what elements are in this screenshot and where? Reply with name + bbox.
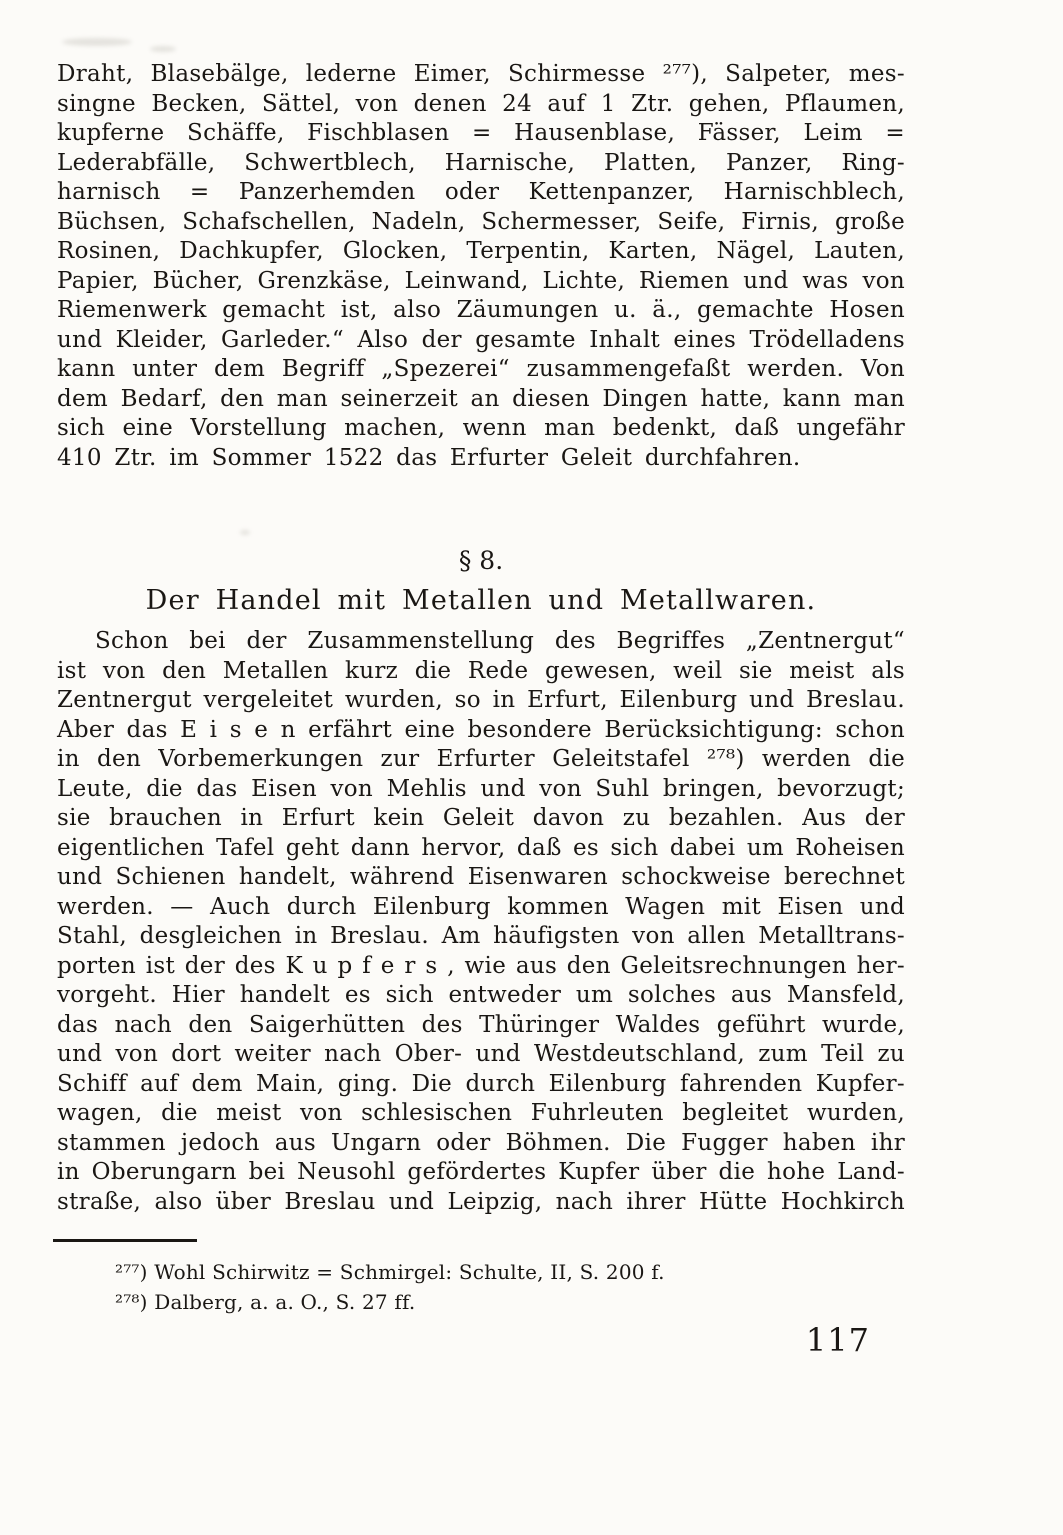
scan-smudge bbox=[62, 38, 132, 46]
text-line: Aber das E i s e n erfährt eine besondere Berücksichtigung: schon bbox=[57, 716, 905, 743]
text-line: in den Vorbemerkungen zur Erfurter Geleitstafel ²⁷⁸) werden die bbox=[57, 746, 905, 772]
text-line: Riemenwerk gemacht ist, also Zäumungen u. ä., gemachte Hosen bbox=[57, 297, 905, 323]
text-line: eigentlichen Tafel geht dann hervor, daß es sich dabei um Roheisen bbox=[57, 834, 905, 861]
text-line: 410 Ztr. im Sommer 1522 das Erfurter Geleit durchfahren. bbox=[57, 444, 801, 471]
text-line: wagen, die meist von schlesischen Fuhrleuten begleitet wurden, bbox=[57, 1100, 905, 1126]
text-line: kupferne Schäffe, Fischblasen = Hausenblase, Fässer, Leim = bbox=[57, 120, 905, 146]
paragraph-continuation bbox=[57, 60, 905, 473]
text-line: Schon bei der Zusammenstellung des Begriffes „Zentnergut“ bbox=[95, 628, 905, 654]
scan-smudge bbox=[150, 46, 176, 52]
text-line: harnisch = Panzerhemden oder Kettenpanzer, Harnischblech, bbox=[57, 179, 905, 205]
text-line: vorgeht. Hier handelt es sich entweder um solches aus Mansfeld, bbox=[57, 982, 905, 1008]
text-line: Büchsen, Schafschellen, Nadeln, Schermesser, Seife, Firnis, große bbox=[57, 208, 905, 235]
footnote: ²⁷⁸) Dalberg, a. a. O., S. 27 ff. bbox=[115, 1290, 416, 1314]
text-line: und von dort weiter nach Ober- und Westdeutschland, zum Teil zu bbox=[57, 1041, 905, 1067]
text-line: stammen jedoch aus Ungarn oder Böhmen. Die Fugger haben ihr bbox=[57, 1129, 905, 1156]
text-line: Draht, Blasebälge, lederne Eimer, Schirmesse ²⁷⁷), Salpeter, mes- bbox=[57, 61, 905, 87]
text-line: werden. — Auch durch Eilenburg kommen Wagen mit Eisen und bbox=[57, 893, 905, 920]
text-line: Rosinen, Dachkupfer, Glocken, Terpentin, Karten, Nägel, Lauten, bbox=[57, 238, 905, 264]
text-line: singne Becken, Sättel, von denen 24 auf 1 Ztr. gehen, Pflaumen, bbox=[57, 90, 905, 117]
text-line: Leute, die das Eisen von Mehlis und von Suhl bringen, bevorzugt; bbox=[57, 775, 905, 802]
text-line: straße, also über Breslau und Leipzig, nach ihrer Hütte Hochkirch bbox=[57, 1188, 905, 1215]
text-line: Lederabfälle, Schwertblech, Harnische, Platten, Panzer, Ring- bbox=[57, 149, 905, 176]
footnote: ²⁷⁷) Wohl Schirwitz = Schmirgel: Schulte, II, S. 200 f. bbox=[115, 1260, 665, 1284]
section-paragraph bbox=[57, 627, 905, 1217]
text-line: sie brauchen in Erfurt kein Geleit davon zu bezahlen. Aus der bbox=[57, 805, 905, 831]
scan-smudge bbox=[240, 530, 250, 535]
text-line: porten ist der des K u p f e r s , wie aus den Geleitsrechnungen her- bbox=[57, 952, 905, 979]
footnotes bbox=[115, 1257, 905, 1317]
text-line: Stahl, desgleichen in Breslau. Am häufigsten von allen Metalltrans- bbox=[57, 923, 905, 949]
text-line: und Kleider, Garleder.“ Also der gesamte Inhalt eines Trödelladens bbox=[57, 326, 905, 353]
text-line: Papier, Bücher, Grenzkäse, Leinwand, Lichte, Riemen und was von bbox=[57, 267, 905, 294]
text-line: und Schienen handelt, während Eisenwaren schockweise berechnet bbox=[57, 864, 905, 890]
text-line: sich eine Vorstellung machen, wenn man bedenkt, daß ungefähr bbox=[57, 415, 905, 441]
text-line: kann unter dem Begriff „Spezerei“ zusammengefaßt werden. Von bbox=[57, 356, 905, 382]
text-line: ist von den Metallen kurz die Rede gewesen, weil sie meist als bbox=[57, 657, 905, 684]
footnote-divider bbox=[53, 1239, 197, 1242]
page-number: 117 bbox=[805, 1321, 870, 1359]
text-line: das nach den Saigerhütten des Thüringer Waldes geführt wurde, bbox=[57, 1011, 905, 1038]
text-line: Schiff auf dem Main, ging. Die durch Eilenburg fahrenden Kupfer- bbox=[57, 1070, 905, 1097]
text-line: dem Bedarf, den man seinerzeit an diesen Dingen hatte, kann man bbox=[57, 385, 905, 412]
text-line: in Oberungarn bei Neusohl gefördertes Kupfer über die hohe Land- bbox=[57, 1159, 905, 1185]
text-line: Zentnergut vergeleitet wurden, so in Erfurt, Eilenburg und Breslau. bbox=[57, 687, 905, 713]
section-title: Der Handel mit Metallen und Metallwaren. bbox=[145, 585, 817, 616]
section-number: § 8. bbox=[458, 546, 504, 575]
